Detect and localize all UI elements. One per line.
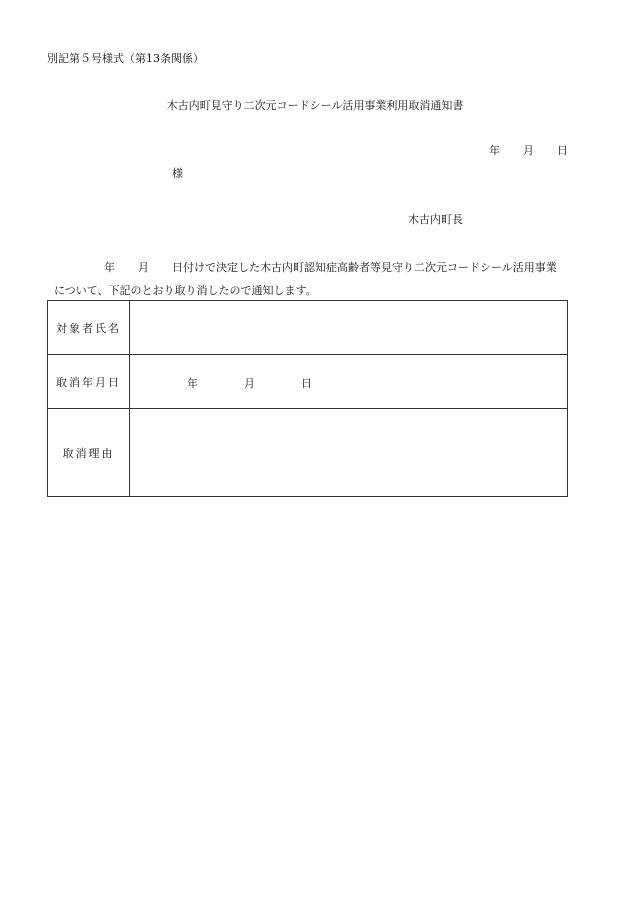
cancel-reason-field bbox=[130, 409, 568, 497]
cancel-date-field bbox=[130, 355, 568, 409]
issuer-name: 木古内町長 bbox=[408, 213, 463, 226]
addressee-suffix: 様 bbox=[172, 167, 183, 180]
issue-date-day: 日 bbox=[557, 144, 568, 157]
table-row-cancel-date bbox=[48, 355, 568, 409]
form-number: 別記第５号様式（第13条関係） bbox=[47, 52, 204, 65]
table-row-cancel-reason bbox=[48, 409, 568, 497]
cancel-date-year: 年 bbox=[187, 377, 198, 390]
issue-date-year: 年 bbox=[489, 144, 500, 157]
cancel-date-day: 日 bbox=[301, 377, 312, 390]
cancel-reason-label: 取消理由 bbox=[48, 409, 130, 497]
body-month: 月 bbox=[138, 261, 149, 274]
subject-name-field bbox=[130, 301, 568, 355]
table-row-subject-name bbox=[48, 301, 568, 355]
body-line2-text: について、下記のとおり取り消したので通知します。 bbox=[54, 284, 317, 297]
cancel-date-month: 月 bbox=[244, 377, 255, 390]
cancel-date-label: 取消年月日 bbox=[48, 355, 130, 409]
cancellation-info-table bbox=[47, 300, 568, 497]
issue-date-month: 月 bbox=[523, 144, 534, 157]
document-title: 木古内町見守り二次元コードシール活用事業利用取消通知書 bbox=[166, 99, 464, 112]
subject-name-label: 対象者氏名 bbox=[48, 301, 130, 355]
body-line1-text: 日付けで決定した木古内町認知症高齢者等見守り二次元コードシール活用事業 bbox=[172, 261, 557, 274]
body-year: 年 bbox=[104, 261, 115, 274]
